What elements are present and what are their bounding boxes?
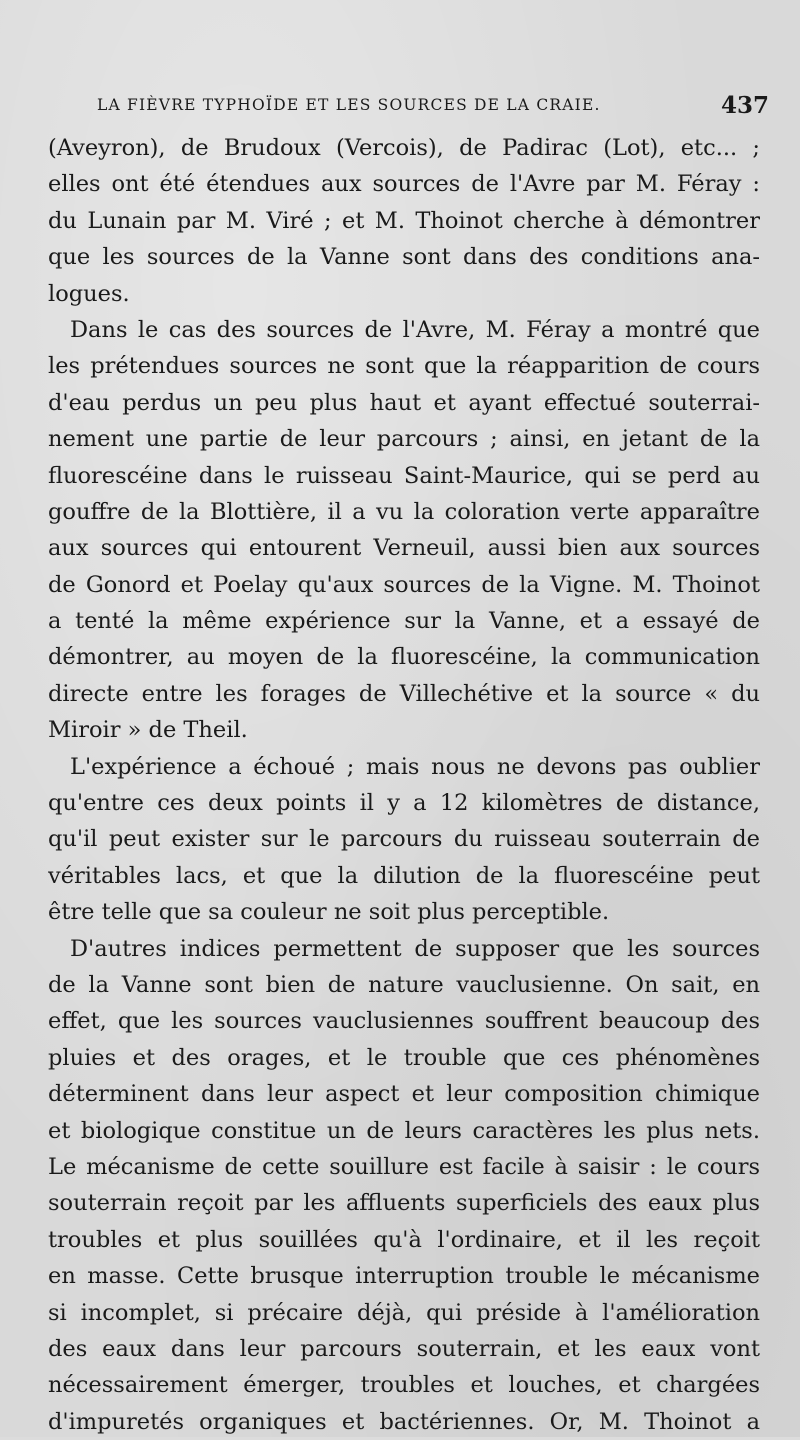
text-line: directe entre les forages de Villechétive et la source « du — [48, 680, 760, 707]
text-line: qu'il peut exister sur le parcours du ruisseau souterrain de — [48, 826, 760, 853]
text-line: d'impuretés organiques et bactériennes. Or, M. Thoinot a — [48, 1408, 760, 1435]
text-line: elles ont été étendues aux sources de l'Avre par M. Féray : — [48, 171, 760, 198]
text-line: en masse. Cette brusque interruption trouble le mécanisme — [48, 1263, 760, 1290]
running-title: LA FIÈVRE TYPHOÏDE ET LES SOURCES DE LA CRAIE. — [97, 96, 601, 114]
body-text — [48, 130, 760, 1440]
text-line: de la Vanne sont bien de nature vauclusienne. On sait, en — [48, 971, 760, 998]
text-line: les prétendues sources ne sont que la réapparition de cours — [48, 353, 760, 380]
text-line: fluorescéine dans le ruisseau Saint-Maurice, qui se perd au — [48, 462, 760, 489]
text-line: démontrer, au moyen de la fluorescéine, la communication — [48, 644, 760, 671]
text-line: si incomplet, si précaire déjà, qui préside à l'amélioration — [48, 1299, 760, 1326]
text-line: pluies et des orages, et le trouble que ces phénomènes — [48, 1044, 760, 1071]
page-number: 437 — [720, 92, 769, 119]
text-line: Miroir » de Theil. — [48, 717, 248, 744]
text-line: aux sources qui entourent Verneuil, aussi bien aux sources — [48, 535, 760, 562]
text-line: d'eau perdus un peu plus haut et ayant effectué souterrai- — [48, 389, 760, 416]
text-line: D'autres indices permettent de supposer que les sources — [70, 935, 760, 962]
text-line: déterminent dans leur aspect et leur composition chimique — [48, 1081, 760, 1108]
text-line: a tenté la même expérience sur la Vanne, et a essayé de — [48, 608, 760, 635]
text-line: que les sources de la Vanne sont dans des conditions ana- — [48, 244, 760, 271]
text-line: et biologique constitue un de leurs caractères les plus nets. — [48, 1117, 760, 1144]
text-line: logues. — [48, 280, 130, 307]
text-line: gouffre de la Blottière, il a vu la coloration verte apparaître — [48, 498, 760, 525]
text-line: nécessairement émerger, troubles et louches, et chargées — [48, 1372, 760, 1399]
text-line: être telle que sa couleur ne soit plus perceptible. — [48, 899, 610, 926]
text-line: (Aveyron), de Brudoux (Vercois), de Padirac (Lot), etc... ; — [48, 135, 760, 161]
text-line: effet, que les sources vauclusiennes souffrent beaucoup des — [48, 1008, 760, 1035]
page-header — [97, 92, 769, 126]
text-line: L'expérience a échoué ; mais nous ne devons pas oublier — [70, 753, 760, 780]
text-line: des eaux dans leur parcours souterrain, et les eaux vont — [48, 1335, 760, 1362]
text-line: qu'entre ces deux points il y a 12 kilomètres de distance, — [48, 790, 760, 817]
text-line: troubles et plus souillées qu'à l'ordinaire, et il les reçoit — [48, 1226, 760, 1253]
text-line: de Gonord et Poelay qu'aux sources de la Vigne. M. Thoinot — [48, 571, 760, 598]
text-line: Le mécanisme de cette souillure est facile à saisir : le cours — [48, 1153, 760, 1180]
text-line: souterrain reçoit par les affluents superficiels des eaux plus — [48, 1190, 760, 1217]
text-line: Dans le cas des sources de l'Avre, M. Féray a montré que — [70, 316, 760, 343]
text-line: nement une partie de leur parcours ; ainsi, en jetant de la — [48, 426, 760, 453]
text-line: véritables lacs, et que la dilution de la fluorescéine peut — [48, 862, 760, 889]
text-line: du Lunain par M. Viré ; et M. Thoinot cherche à démontrer — [48, 207, 760, 234]
